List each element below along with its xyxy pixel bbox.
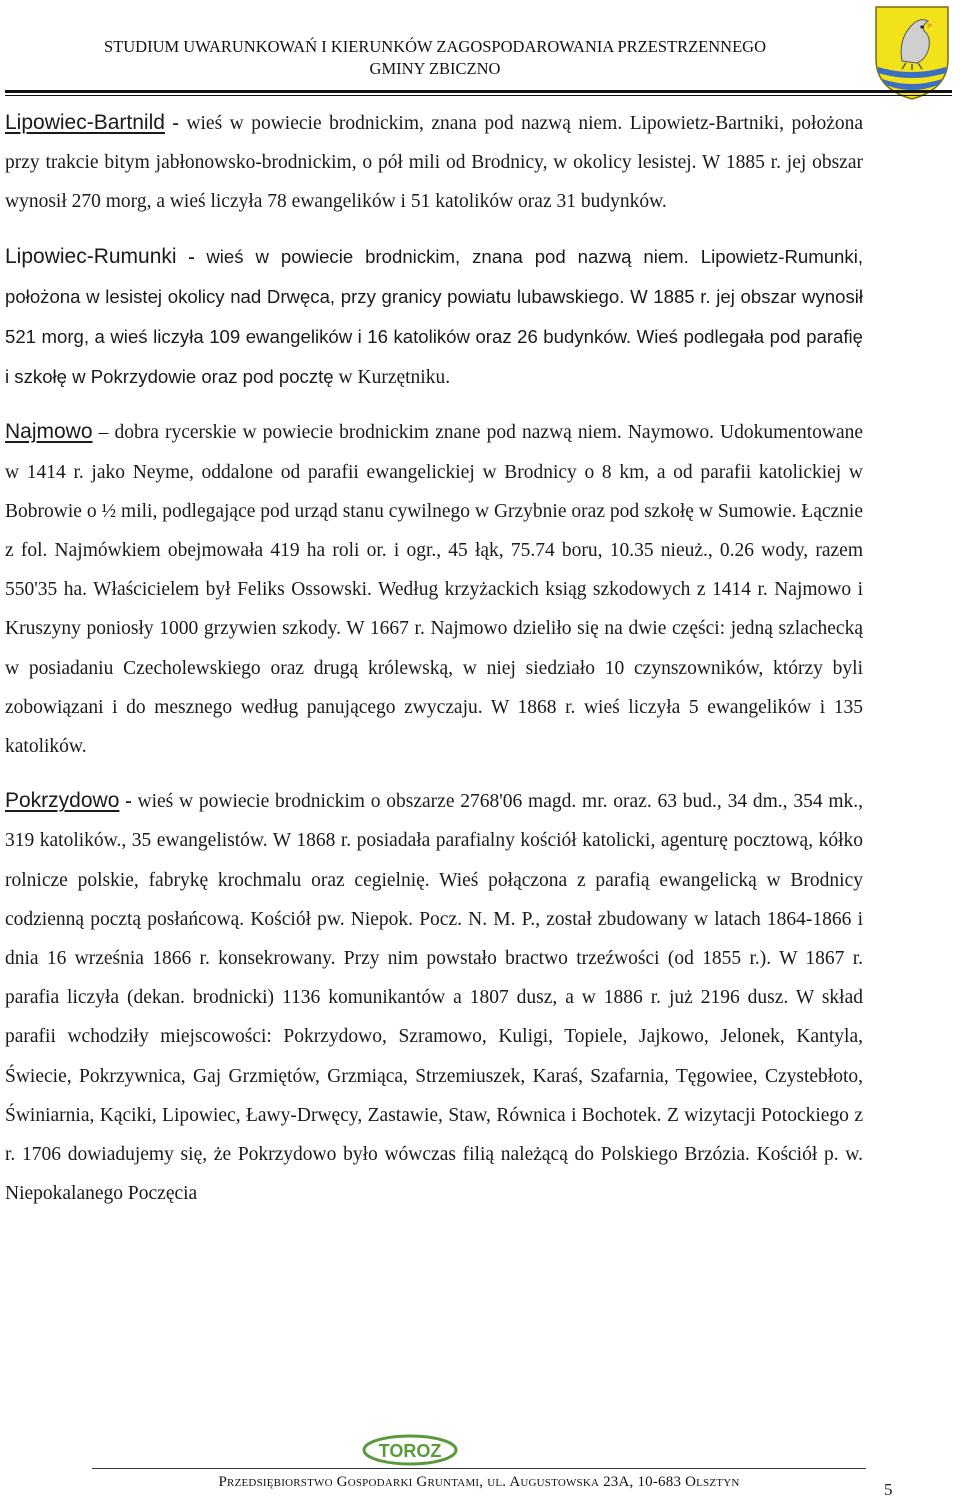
entry-pokrzydowo xyxy=(5,781,863,1213)
entry-text: dobra rycerskie w powiecie brodnickim znane pod nazwą niem. Naymowo. Udokumentowane w 1414 r. jako Neyme, oddalone od parafii ewangelickiej w Brodnicy o 8 km, a od parafii katolickiej w Bobrowie o ½ mili, podlegające pod urząd stanu cywilnego w Grzybnie oraz pod szkołę w Sumowie. Łącznie z fol. Najmówkiem obejmowała 419 ha roli or. i ogr., 45 łąk, 75.74 boru, 10.35 nieuż., 0.26 wody, razem 550'35 ha. Właścicielem był Feliks Ossowski. Według krzyżackich ksiąg szkodowych z 1414 r. Najmowo i Kruszyny poniosły 1000 grzywien szkody. W 1667 r. Najmowo dzieliło się na dwie części: jedną szlachecką w posiadaniu Czecholewskiego oraz drugą królewską, w niej siedziało 10 czynszowników, którzy byli zobowiązani i do mesznego według panującego zwyczaju. W 1868 r. wieś liczyła 5 ewangelików i 135 katolików. xyxy=(5,422,864,758)
document-header xyxy=(0,36,870,80)
footer-rule xyxy=(92,1468,866,1469)
entry-term: Najmowo xyxy=(5,420,93,444)
entry-dash: – xyxy=(98,422,109,444)
header-line-1: STUDIUM UWARUNKOWAŃ I KIERUNKÓW ZAGOSPODAROWANIA PRZESTRZENNEGO xyxy=(104,37,766,56)
entry-text-sans: wieś w powiecie brodnickim, znana pod nazwą niem. Lipowietz-Rumunki, położona w lesistej okolicy nad Drwęca, przy granicy powiatu lubawskiego. W 1885 r. jej obszar wynosił 521 morg, a wieś liczyła 109 ewangelików i 16 katolików oraz 26 budynków. Wieś podlegała pod parafię i szkołę w Pokrzydowie oraz pod pocztę xyxy=(5,245,863,388)
logo-text: TOROZ xyxy=(378,1441,442,1461)
entry-najmowo xyxy=(5,412,863,766)
footer-address: Przedsiębiorstwo Gospodarki Gruntami, ul. Augustowska 23A, 10-683 Olsztyn xyxy=(218,1474,740,1490)
entry-term: Lipowiec-Bartnild xyxy=(5,111,165,134)
entry-text: wieś w powiecie brodnickim, znana pod nazwą niem. Lipowietz-Bartniki, położona przy trakcie bitym jabłonowsko-brodnickim, o pół mili od Brodnicy, w okolicy lesistej. W 1885 r. jej obszar wynosił 270 morg, a wieś liczyła 78 ewangelików i 51 katolików oraz 31 budynków. xyxy=(5,113,864,213)
entry-lipowiec-bartnild xyxy=(5,103,863,222)
entry-dash: - xyxy=(125,791,132,813)
entry-dash: - xyxy=(188,246,195,268)
entry-dash: - xyxy=(172,113,179,134)
entry-term: Pokrzydowo xyxy=(5,789,120,813)
header-line-2: GMINY ZBICZNO xyxy=(369,59,501,78)
document-body xyxy=(5,103,863,1228)
entry-text: wieś w powiecie brodnickim o obszarze 2768'06 magd. mr. oraz. 63 bud., 34 dm., 354 mk., 319 katolików., 35 ewangelistów. W 1868 r. posiadała parafialny kościół katolicki, agenturę pocztową, kółko rolnicze polskie, fabrykę krochmalu oraz cegielnię. Wieś połączona z parafią ewangelicką w Brodnicy codzienną pocztą posłańcową. Kościół pw. Niepok. Pocz. N. M. P., został zbudowany w latach 1864-1866 i dnia 16 września 1866 r. konsekrowany. Przy nim powstało bractwo trzeźwości (od 1855 r.). W 1867 r. parafia liczyła (dekan. brodnicki) 1136 komunikantów a 1807 dusz, a w 1886 r. już 2196 dusz. W skład parafii wchodziły miejscowości: Pokrzydowo, Szramowo, Kuligi, Topiele, Jajkowo, Jelonek, Kantyla, Świecie, Pokrzywnica, Gaj Grzmiętów, Grzmiąca, Strzemiuszek, Karaś, Szafarnia, Tęgowiee, Czystebłoto, Świniarnia, Kąciki, Lipowiec, Ławy-Drwęcy, Zastawie, Staw, Równica i Bochotek. Z wizytacji Potockiego z r. 1706 dowiadujemy się, że Pokrzydowo było wówczas filią należącą do Polskiego Brzózia. Kościół p. w. Niepokalanego Poczęcia xyxy=(5,791,864,1205)
entry-text: w Kurzętniku. xyxy=(338,367,451,389)
page-number: 5 xyxy=(884,1480,893,1499)
entry-lipowiec-rumunki xyxy=(5,237,863,398)
header-rule xyxy=(5,90,952,96)
toroz-logo xyxy=(360,1432,460,1476)
coat-of-arms-icon xyxy=(872,3,952,101)
entry-term: Lipowiec-Rumunki xyxy=(5,244,177,268)
